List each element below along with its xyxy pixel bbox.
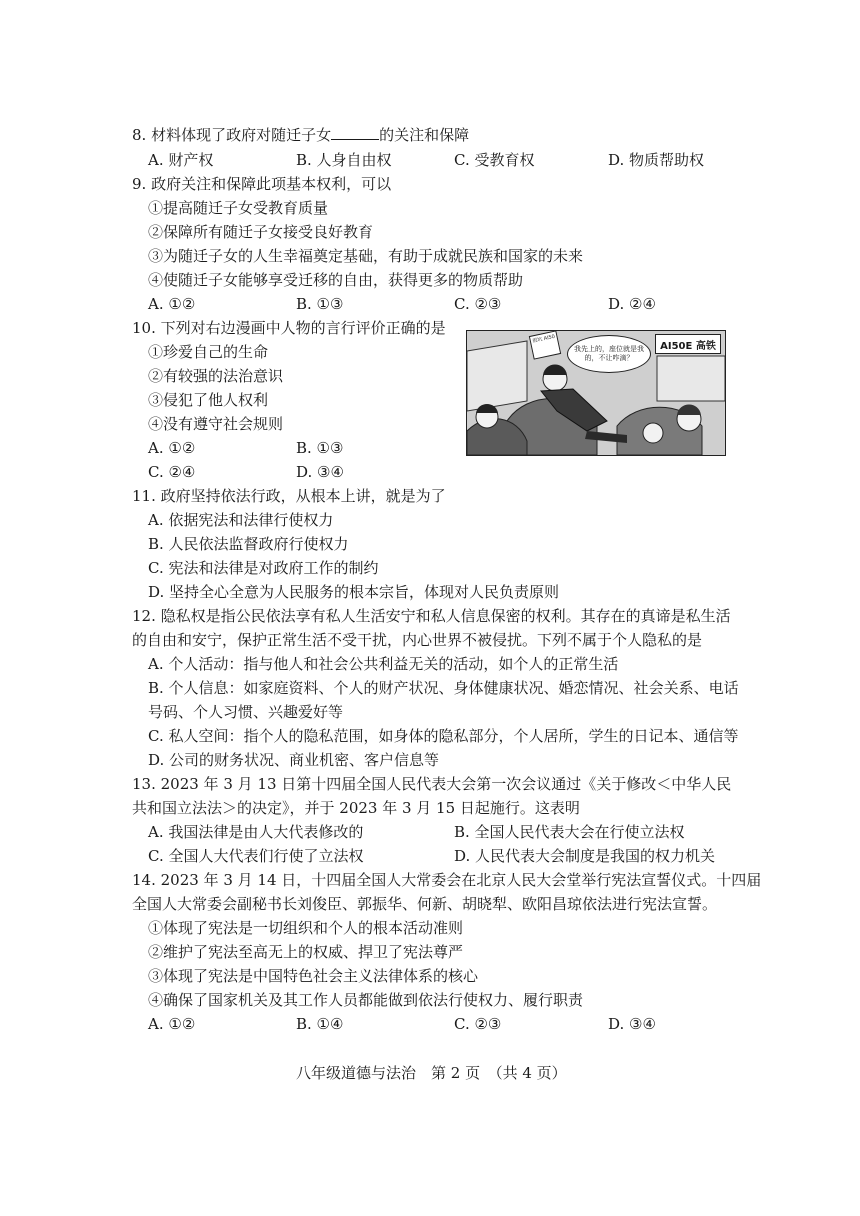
question-12-option-d: D. 公司的财务状况、商业机密、客户信息等 <box>148 751 440 769</box>
question-9-item-1: ①提高随迁子女受教育质量 <box>148 199 329 217</box>
question-10-stem: 10. 下列对右边漫画中人物的言行评价正确的是 <box>132 319 446 337</box>
question-9-stem: 9. 政府关注和保障此项基本权利，可以 <box>132 175 392 193</box>
question-11-option-b: B. 人民依法监督政府行使权力 <box>148 535 349 553</box>
question-8-option-c: C. 受教育权 <box>454 151 535 169</box>
question-13-option-b: B. 全国人民代表大会在行使立法权 <box>454 823 685 841</box>
question-9-item-2: ②保障所有随迁子女接受良好教育 <box>148 223 374 241</box>
question-9-option-d: D. ②④ <box>608 295 656 313</box>
question-8-option-b: B. 人身自由权 <box>296 151 392 169</box>
question-10-option-c: C. ②④ <box>148 463 196 481</box>
question-14-item-2: ②维护了宪法至高无上的权威、捍卫了宪法尊严 <box>148 943 464 961</box>
question-8-option-d: D. 物质帮助权 <box>608 151 705 169</box>
question-12-option-a: A. 个人活动：指与他人和社会公共利益无关的活动，如个人的正常生活 <box>148 655 619 673</box>
question-13-option-c: C. 全国人大代表们行使了立法权 <box>148 847 364 865</box>
question-10-option-b: B. ①③ <box>296 439 344 457</box>
cartoon-illustration <box>466 330 726 456</box>
question-10-item-1: ①珍爱自己的生命 <box>148 343 269 361</box>
question-10-item-2: ②有较强的法治意识 <box>148 367 284 385</box>
question-14-item-1: ①体现了宪法是一切组织和个人的根本活动准则 <box>148 919 464 937</box>
question-14-option-b: B. ①④ <box>296 1015 344 1033</box>
question-8-stem <box>132 124 469 146</box>
question-13-stem-line-2: 共和国立法法＞的决定》，并于 2023 年 3 月 15 日起施行。这表明 <box>132 799 580 817</box>
speech-bubble: 我先上的，座位就是我的，不让咋滴？ <box>567 335 651 373</box>
question-11-option-d: D. 坚持全心全意为人民服务的根本宗旨，体现对人民负责原则 <box>148 583 560 601</box>
question-11-stem: 11. 政府坚持依法行政，从根本上讲，就是为了 <box>132 487 446 505</box>
question-12-stem-line-2: 的自由和安宁，保护正常生活不受干扰，内心世界不被侵扰。下列不属于个人隐私的是 <box>132 631 703 649</box>
question-14-stem-line-2: 全国人大常委会副秘书长刘俊臣、郭振华、何新、胡晓犁、欧阳昌琼依法进行宪法宣誓。 <box>132 895 718 913</box>
question-14-option-c: C. ②③ <box>454 1015 502 1033</box>
question-8-stem-text: 8. 材料体现了政府对随迁子女 <box>132 126 332 144</box>
question-8-stem-tail: 的关注和保障 <box>379 126 470 144</box>
train-sign: AI50E 高铁 <box>655 334 721 354</box>
question-9-option-c: C. ②③ <box>454 295 502 313</box>
question-13-option-d: D. 人民代表大会制度是我国的权力机关 <box>454 847 716 865</box>
question-14-item-3: ③体现了宪法是中国特色社会主义法律体系的核心 <box>148 967 479 985</box>
question-10-option-d: D. ③④ <box>296 463 344 481</box>
question-8-option-a: A. 财产权 <box>148 151 214 169</box>
question-10-item-4: ④没有遵守社会规则 <box>148 415 284 433</box>
page-footer: 八年级道德与法治 第 2 页 （共 4 页） <box>296 1064 567 1082</box>
question-11-option-c: C. 宪法和法律是对政府工作的制约 <box>148 559 379 577</box>
question-12-stem-line-1: 12. 隐私权是指公民依法享有私人生活安宁和私人信息保密的权利。其存在的真谛是私生活 <box>132 607 731 625</box>
question-14-option-a: A. ①② <box>148 1015 196 1033</box>
question-10-option-a: A. ①② <box>148 439 196 457</box>
question-12-option-c: C. 私人空间：指个人的隐私范围，如身体的隐私部分，个人居所，学生的日记本、通信等 <box>148 727 739 745</box>
answer-blank <box>331 125 379 140</box>
question-9-option-b: B. ①③ <box>296 295 344 313</box>
question-14-option-d: D. ③④ <box>608 1015 656 1033</box>
question-12-option-b-cont: 号码、个人习惯、兴趣爱好等 <box>148 703 344 721</box>
question-11-option-a: A. 依据宪法和法律行使权力 <box>148 511 334 529</box>
question-9-item-4: ④使随迁子女能够享受迁移的自由，获得更多的物质帮助 <box>148 271 524 289</box>
cartoon-note: 很坑 AI50 <box>529 330 561 359</box>
question-14-stem-line-1: 14. 2023 年 3 月 14 日，十四届全国人大常委会在北京人民大会堂举行宪法宣誓仪式。十四届 <box>132 871 762 889</box>
question-9-item-3: ③为随迁子女的人生幸福奠定基础，有助于成就民族和国家的未来 <box>148 247 584 265</box>
question-14-item-4: ④确保了国家机关及其工作人员都能做到依法行使权力、履行职责 <box>148 991 584 1009</box>
question-10-item-3: ③侵犯了他人权利 <box>148 391 269 409</box>
question-13-option-a: A. 我国法律是由人大代表修改的 <box>148 823 364 841</box>
question-12-option-b: B. 个人信息：如家庭资料、个人的财产状况、身体健康状况、婚恋情况、社会关系、电话 <box>148 679 739 697</box>
question-9-option-a: A. ①② <box>148 295 196 313</box>
question-13-stem-line-1: 13. 2023 年 3 月 13 日第十四届全国人民代表大会第一次会议通过《关于修改＜中华人民 <box>132 775 732 793</box>
